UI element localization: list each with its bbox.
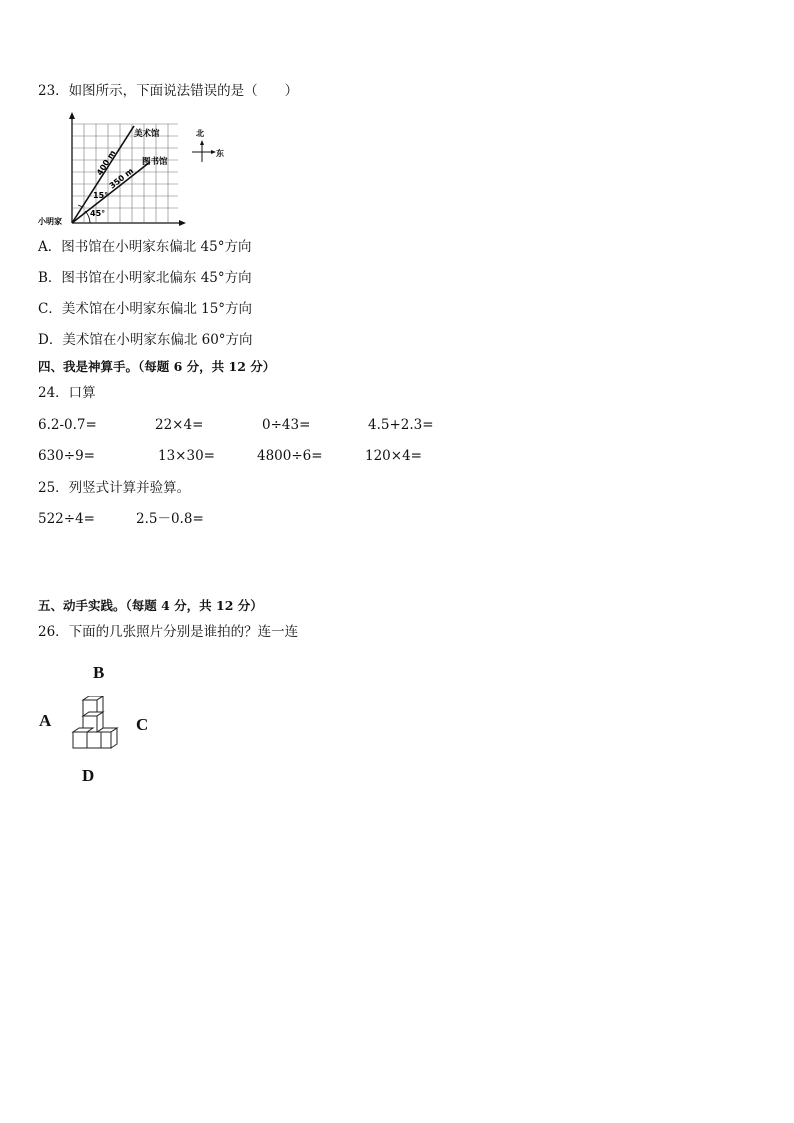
label-d: D bbox=[82, 766, 95, 785]
label-angle-15: 15° bbox=[93, 191, 109, 200]
q24-item: 13×30= bbox=[158, 448, 215, 464]
q25-stem: 25．列竖式计算并验算。 bbox=[38, 480, 191, 496]
label-north: 北 bbox=[196, 129, 204, 138]
q23-option-c: C．美术馆在小明家东偏北 15°方向 bbox=[38, 301, 253, 317]
label-library: 图书馆 bbox=[142, 157, 168, 167]
q24-item: 4800÷6= bbox=[257, 448, 323, 464]
q25-item: 2.5－0.8= bbox=[136, 511, 204, 527]
section4-title: 四、我是神算手。（每题 6 分，共 12 分） bbox=[38, 359, 276, 374]
q23-option-d: D．美术馆在小明家东偏北 60°方向 bbox=[38, 332, 253, 348]
cube-stack-figure bbox=[68, 696, 124, 756]
section5-title: 五、动手实践。（每题 4 分，共 12 分） bbox=[38, 598, 263, 613]
q23-stem: 23．如图所示，下面说法错误的是（ ） bbox=[38, 83, 299, 99]
q23-option-a: A．图书馆在小明家东偏北 45°方向 bbox=[38, 239, 252, 255]
label-east: 东 bbox=[216, 149, 224, 158]
q24-item: 22×4= bbox=[155, 417, 204, 433]
q24-item: 4.5+2.3= bbox=[368, 417, 434, 433]
label-art-museum: 美术馆 bbox=[134, 129, 160, 139]
label-dist-lib: 350 m bbox=[107, 166, 136, 191]
q23-option-b: B．图书馆在小明家北偏东 45°方向 bbox=[38, 270, 252, 286]
q24-stem: 24．口算 bbox=[38, 385, 96, 401]
label-angle-45: 45° bbox=[90, 209, 106, 218]
q26-stem: 26．下面的几张照片分别是谁拍的？连一连 bbox=[38, 624, 299, 640]
label-dist-art: 400 m bbox=[95, 148, 118, 178]
label-b: B bbox=[93, 663, 105, 682]
q24-item: 0÷43= bbox=[262, 417, 311, 433]
label-c: C bbox=[136, 715, 149, 734]
q24-item: 120×4= bbox=[365, 448, 422, 464]
q24-item: 6.2-0.7= bbox=[38, 417, 97, 433]
label-a: A bbox=[39, 711, 52, 730]
label-home: 小明家 bbox=[38, 217, 62, 226]
direction-figure bbox=[38, 110, 238, 230]
q25-item: 522÷4= bbox=[38, 511, 95, 527]
q24-item: 630÷9= bbox=[38, 448, 95, 464]
